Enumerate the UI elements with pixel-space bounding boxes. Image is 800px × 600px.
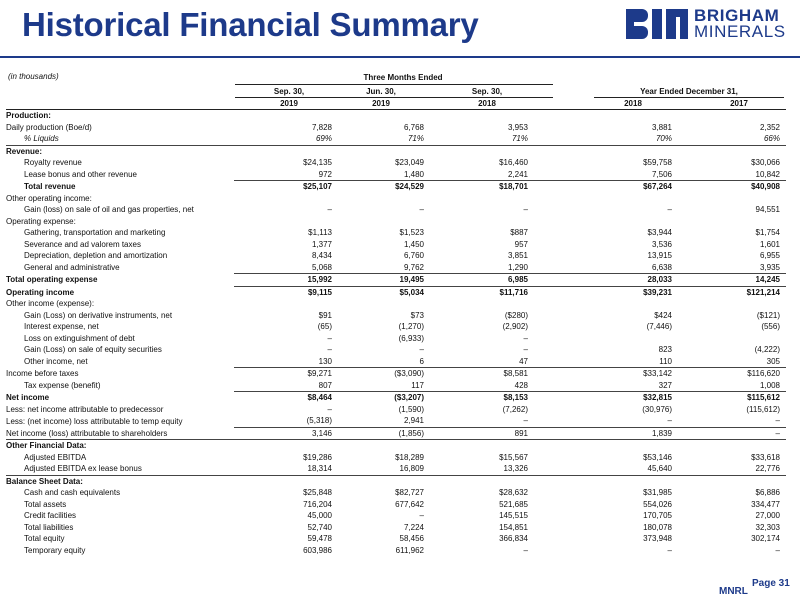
table-row [6, 181, 786, 193]
cell-col1 [234, 145, 338, 157]
cell-col1: $25,848 [303, 488, 332, 498]
cell-col4: 6,638 [651, 262, 672, 272]
row-label: Total assets [24, 499, 67, 509]
cell-col4: (30,976) [642, 404, 672, 414]
cell-col4: $33,142 [534, 368, 678, 380]
cell-col2 [338, 216, 430, 228]
row-label: Operating income [6, 287, 75, 297]
cell-col2 [338, 193, 430, 205]
cell-col5: – [775, 545, 780, 555]
table-row [6, 193, 786, 205]
cell-col4: 180,078 [643, 522, 672, 532]
table-row [6, 392, 786, 404]
cell-col4: – [667, 545, 672, 555]
cell-col1: 15,992 [234, 274, 338, 287]
cell-col4: – [667, 416, 672, 426]
table-row [6, 356, 786, 368]
cell-col4: 373,948 [643, 534, 672, 544]
cell-col1 [234, 298, 338, 310]
cell-col2: 2,941 [403, 416, 424, 426]
cell-col4: – [667, 205, 672, 215]
cell-col5: 1,601 [759, 239, 780, 249]
table-row [6, 286, 786, 298]
col2-bottom: 2019 [372, 99, 390, 108]
cell-col4 [534, 333, 678, 345]
logo-line2: MINERALS [694, 22, 786, 41]
cell-col1 [234, 193, 338, 205]
cell-col1 [234, 110, 338, 122]
cell-col5: 302,174 [751, 534, 780, 544]
cell-col2: (1,270) [398, 322, 424, 332]
cell-col2 [338, 145, 430, 157]
cell-col2: $23,049 [395, 158, 424, 168]
cell-col4: 327 [658, 380, 672, 390]
cell-col2: $18,289 [395, 452, 424, 462]
cell-col2 [338, 440, 430, 452]
cell-col3: 6,985 [430, 274, 534, 287]
cell-col5: $6,886 [755, 488, 780, 498]
cell-col2 [338, 298, 430, 310]
table-row [6, 452, 786, 464]
cell-col4: $39,231 [534, 286, 678, 298]
row-label: Less: net income attributable to predecessor [6, 404, 164, 414]
table-row [6, 274, 786, 287]
cell-col3: 521,685 [499, 499, 528, 509]
row-label: Less: (net income) loss attributable to temp equity [6, 416, 183, 426]
cell-col3: 2,241 [507, 169, 528, 179]
cell-col5: 14,245 [678, 274, 786, 287]
col4-bottom: 2018 [624, 99, 642, 108]
cell-col5: 1,008 [759, 380, 780, 390]
cell-col1: – [327, 333, 332, 343]
row-label: Operating expense: [6, 216, 76, 226]
cell-col1: 59,478 [307, 534, 332, 544]
table-row [6, 427, 786, 440]
cell-col4: 3,881 [651, 122, 672, 132]
cell-col2: 58,456 [399, 534, 424, 544]
table-row [6, 262, 786, 274]
cell-col4: 110 [659, 356, 672, 366]
table-row [6, 133, 786, 145]
row-label: Lease bonus and other revenue [24, 170, 137, 179]
row-label: Production: [6, 111, 51, 121]
cell-col4 [534, 440, 678, 452]
cell-col1: $9,271 [234, 368, 338, 380]
cell-col3: (2,902) [502, 322, 528, 332]
cell-col1: 807 [318, 380, 332, 390]
cell-col5: – [775, 416, 780, 426]
ticker-code: MNRL [719, 586, 748, 597]
cell-col2: 1,480 [403, 169, 424, 179]
cell-col5: 27,000 [755, 511, 780, 521]
cell-col1: $25,107 [234, 181, 338, 193]
cell-col3: 154,851 [499, 522, 528, 532]
cell-col5 [678, 475, 786, 487]
cell-col3: ($280) [504, 310, 528, 320]
cell-col1: $8,464 [234, 392, 338, 404]
cell-col2: $24,529 [338, 181, 430, 193]
cell-col2: – [419, 345, 424, 355]
three-months-rule [235, 84, 553, 85]
cell-col3 [430, 193, 534, 205]
table-row [6, 440, 786, 452]
cell-col1: 1,377 [311, 239, 332, 249]
cell-col5: – [678, 427, 786, 440]
cell-col3: – [523, 545, 528, 555]
brigham-logo [626, 8, 786, 40]
cell-col4: 13,915 [647, 251, 672, 261]
cell-col1: 7,828 [311, 122, 332, 132]
cell-col1 [234, 475, 338, 487]
cell-col2: 19,495 [338, 274, 430, 287]
cell-col1: $19,286 [303, 452, 332, 462]
cell-col3 [430, 298, 534, 310]
cell-col3: $11,716 [430, 286, 534, 298]
cell-col5 [678, 193, 786, 205]
cell-col2 [338, 475, 430, 487]
col3-top: Sep. 30, [471, 87, 503, 96]
row-label: Adjusted EBITDA [24, 452, 87, 462]
cell-col1: $24,135 [303, 158, 332, 168]
row-label: Credit facilities [24, 511, 77, 521]
table-row [6, 415, 786, 427]
table-row [6, 250, 786, 262]
row-label: % Liquids [24, 134, 59, 144]
units-note: (in thousands) [8, 72, 59, 81]
cell-col5: $115,612 [678, 392, 786, 404]
table-row [6, 463, 786, 475]
cell-col1: – [327, 205, 332, 215]
table-row [6, 487, 786, 499]
cell-col1: 972 [318, 169, 332, 179]
cell-col3: 366,834 [499, 534, 528, 544]
table-row [6, 404, 786, 416]
cell-col4: $31,985 [643, 488, 672, 498]
row-label: Gathering, transportation and marketing [24, 228, 166, 238]
header-rule [0, 56, 800, 58]
table-row [6, 321, 786, 333]
cell-col2: 1,450 [403, 239, 424, 249]
row-label: Other income, net [24, 357, 88, 366]
cell-col2: (1,856) [338, 427, 430, 440]
cell-col2: $82,727 [395, 488, 424, 498]
row-label: Other Financial Data: [6, 440, 234, 452]
row-label: Other operating income: [6, 193, 92, 203]
cell-col5: $40,908 [678, 181, 786, 193]
row-label: Net income [6, 393, 50, 402]
cell-col1 [234, 440, 338, 452]
table-row [6, 333, 786, 345]
cell-col4: $53,146 [643, 452, 672, 462]
cell-col3 [430, 475, 534, 487]
cell-col3: $28,632 [499, 488, 528, 498]
cell-col5: $1,754 [755, 228, 780, 238]
cell-col3: 428 [514, 380, 528, 390]
cell-col3: $15,567 [499, 452, 528, 462]
cell-col2: 117 [411, 380, 424, 390]
col-header-rule [235, 97, 553, 98]
cell-col4: $67,264 [534, 181, 678, 193]
cell-col2: – [419, 511, 424, 521]
table-row [6, 239, 786, 251]
cell-col2: 16,809 [399, 464, 424, 474]
year-ended-header: Year Ended December 31, [640, 87, 738, 96]
cell-col1: 130 [318, 356, 332, 366]
cell-col1: 45,000 [307, 511, 332, 521]
cell-col4: 823 [658, 345, 672, 355]
col3-bottom: 2018 [478, 99, 496, 108]
cell-col4: 70% [655, 134, 672, 144]
cell-col1: 69% [315, 134, 332, 144]
cell-col2: – [419, 205, 424, 215]
cell-col4 [534, 145, 678, 157]
table-row [6, 110, 786, 122]
cell-col5: 334,477 [751, 499, 780, 509]
table-row [6, 522, 786, 534]
cell-col3 [430, 216, 534, 228]
cell-col3: 1,290 [507, 262, 528, 272]
cell-col2: 677,642 [395, 499, 424, 509]
cell-col1: 18,314 [307, 464, 332, 474]
cell-col4: $59,758 [643, 158, 672, 168]
row-label: Balance Sheet Data: [6, 475, 234, 487]
cell-col5: 2,352 [759, 122, 780, 132]
table-row [6, 169, 786, 181]
cell-col4 [534, 193, 678, 205]
cell-col4 [534, 216, 678, 228]
cell-col3: – [523, 205, 528, 215]
cell-col2 [338, 110, 430, 122]
table-row [6, 533, 786, 545]
cell-col5: 66% [763, 134, 780, 144]
cell-col3 [430, 145, 534, 157]
cell-col5 [678, 110, 786, 122]
cell-col3 [430, 440, 534, 452]
cell-col2: 611,962 [395, 545, 424, 555]
table-row [6, 122, 786, 134]
cell-col4 [534, 475, 678, 487]
table-row [6, 145, 786, 157]
three-months-header: Three Months Ended [363, 73, 443, 82]
row-label: Gain (loss) on sale of oil and gas properties, net [24, 205, 194, 215]
cell-col5: 6,955 [759, 251, 780, 261]
cell-col2: $1,523 [399, 228, 424, 238]
row-label: Royalty revenue [24, 158, 82, 168]
page-number: Page 31 [752, 578, 790, 589]
cell-col1: (5,318) [306, 416, 332, 426]
year-ended-rule [594, 97, 784, 98]
row-label: Gain (Loss) on derivative instruments, net [24, 310, 173, 320]
table-row [6, 204, 786, 216]
cell-col3: 13,326 [503, 464, 528, 474]
cell-col3: $18,701 [430, 181, 534, 193]
cell-col5: 94,551 [755, 205, 780, 215]
row-label: Tax expense (benefit) [24, 381, 101, 390]
cell-col1: 8,434 [311, 251, 332, 261]
cell-col3: 71% [511, 134, 528, 144]
cell-col3: 3,953 [507, 122, 528, 132]
cell-col5: 22,776 [755, 464, 780, 474]
row-label: General and administrative [24, 263, 120, 272]
cell-col5: $121,214 [678, 286, 786, 298]
cell-col5: 3,935 [759, 262, 780, 272]
row-label: Adjusted EBITDA ex lease bonus [24, 464, 142, 474]
cell-col1: – [327, 404, 332, 414]
row-label: Total equity [24, 534, 65, 544]
table-row [6, 475, 786, 487]
cell-col5 [678, 333, 786, 345]
col5-bottom: 2017 [730, 99, 748, 108]
cell-col2: $73 [410, 310, 424, 320]
cell-col3: 145,515 [499, 511, 528, 521]
row-label: Loss on extinguishment of debt [24, 333, 135, 343]
cell-col1: 716,204 [303, 499, 332, 509]
cell-col4: 1,839 [534, 427, 678, 440]
cell-col3: $8,581 [430, 368, 534, 380]
row-label: Income before taxes [6, 369, 79, 378]
cell-col3: – [523, 416, 528, 426]
col1-top: Sep. 30, [273, 87, 305, 96]
cell-col2: 7,224 [403, 522, 424, 532]
page-title: Historical Financial Summary [22, 6, 479, 43]
cell-col1: 603,986 [303, 545, 332, 555]
cell-col2: (6,933) [398, 333, 424, 343]
cell-col2: 9,762 [403, 262, 424, 272]
row-label: Total revenue [24, 182, 76, 191]
cell-col1: – [327, 345, 332, 355]
cell-col2: (1,590) [398, 404, 424, 414]
cell-col4: (7,446) [646, 322, 672, 332]
cell-col5: (4,222) [754, 345, 780, 355]
table-row [6, 545, 786, 557]
row-label: Net income (loss) attributable to shareholders [6, 428, 168, 438]
cell-col2: $5,034 [338, 286, 430, 298]
table-row [6, 368, 786, 380]
cell-col4: $32,815 [534, 392, 678, 404]
cell-col1: (65) [317, 322, 332, 332]
cell-col5: (115,612) [746, 404, 780, 414]
cell-col2: ($3,090) [338, 368, 430, 380]
cell-col3: $8,153 [430, 392, 534, 404]
cell-col2: ($3,207) [338, 392, 430, 404]
cell-col5: $30,066 [751, 158, 780, 168]
cell-col5: 32,303 [755, 522, 780, 532]
cell-col3: 957 [514, 239, 528, 249]
table-row [6, 310, 786, 322]
table-row [6, 499, 786, 511]
row-label: Temporary equity [24, 545, 86, 555]
cell-col2: 6,768 [403, 122, 424, 132]
cell-col4: 7,506 [651, 169, 672, 179]
cell-col5: 305 [766, 356, 780, 366]
cell-col5: 10,842 [755, 169, 780, 179]
cell-col5 [678, 440, 786, 452]
cell-col1: $91 [318, 310, 332, 320]
cell-col4: 170,705 [643, 511, 672, 521]
table-row [6, 157, 786, 169]
row-label: Severance and ad valorem taxes [24, 239, 141, 249]
cell-col1: $1,113 [308, 228, 332, 238]
row-label: Interest expense, net [24, 322, 99, 332]
cell-col3: 891 [430, 427, 534, 440]
cell-col4: $3,944 [647, 228, 672, 238]
row-label: Revenue: [6, 145, 234, 157]
cell-col5 [678, 298, 786, 310]
table-row [6, 227, 786, 239]
col2-top: Jun. 30, [366, 87, 396, 96]
row-label: Other income (expense): [6, 299, 95, 309]
row-label: Cash and cash equivalents [24, 488, 121, 498]
cell-col4: $424 [654, 310, 672, 320]
cell-col4: 28,033 [534, 274, 678, 287]
brigham-logo-mark-icon [626, 9, 688, 39]
cell-col4 [534, 110, 678, 122]
cell-col4 [534, 298, 678, 310]
cell-col1: 52,740 [307, 522, 332, 532]
cell-col1: 3,146 [234, 427, 338, 440]
cell-col5: ($121) [756, 310, 780, 320]
cell-col1: 5,068 [311, 262, 332, 272]
col1-bottom: 2019 [280, 99, 298, 108]
cell-col5: $116,620 [678, 368, 786, 380]
row-label: Total operating expense [6, 275, 98, 285]
cell-col4: 45,640 [647, 464, 672, 474]
cell-col3: 3,851 [507, 251, 528, 261]
table-row [6, 380, 786, 392]
cell-col3: (7,262) [502, 404, 528, 414]
cell-col3: 47 [519, 356, 528, 366]
row-label: Gain (Loss) on sale of equity securities [24, 345, 162, 355]
row-label: Depreciation, depletion and amortization [24, 251, 168, 261]
table-row [6, 216, 786, 228]
row-label: Total liabilities [24, 522, 74, 532]
cell-col2: 6,760 [403, 251, 424, 261]
cell-col5: (556) [761, 322, 780, 332]
table-row [6, 344, 786, 356]
cell-col4: 3,536 [651, 239, 672, 249]
cell-col1: $9,115 [234, 286, 338, 298]
financial-table [6, 110, 786, 556]
table-row [6, 510, 786, 522]
cell-col3 [430, 110, 534, 122]
cell-col5: $33,618 [751, 452, 780, 462]
cell-col3: $16,460 [499, 158, 528, 168]
cell-col2: 71% [407, 134, 424, 144]
cell-col5 [678, 145, 786, 157]
cell-col3: – [523, 333, 528, 343]
row-label: Daily production (Boe/d) [6, 122, 92, 132]
cell-col5 [678, 216, 786, 228]
table-row [6, 298, 786, 310]
cell-col4: 554,026 [643, 499, 672, 509]
cell-col1 [234, 216, 338, 228]
cell-col3: – [523, 345, 528, 355]
logo-line1: BRIGHAM [694, 6, 780, 25]
cell-col2: 6 [419, 356, 424, 366]
cell-col3: $887 [510, 228, 528, 238]
